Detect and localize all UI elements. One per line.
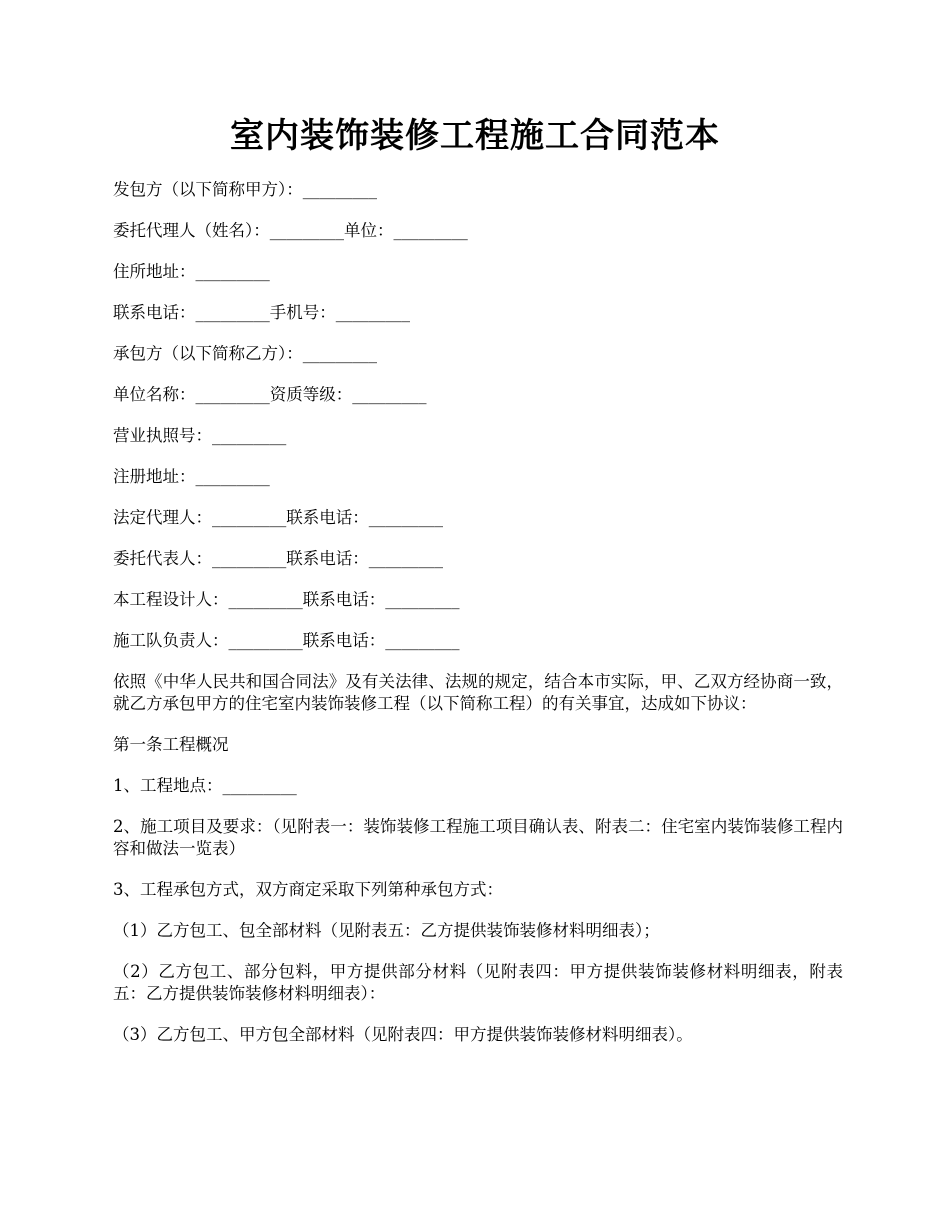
field-business-license: 营业执照号：_________: [113, 426, 287, 445]
page-title: 室内装饰装修工程施工合同范本: [230, 116, 720, 156]
field-unit-qualification: 单位名称：_________资质等级：_________: [113, 385, 427, 404]
item-project-location: 1、工程地点：_________: [113, 776, 297, 795]
field-team-leader: 施工队负责人：_________联系电话：_________: [113, 631, 460, 650]
option-1-all-materials: （1）乙方包工、包全部材料（见附表五：乙方提供装饰装修材料明细表）；: [113, 921, 660, 940]
option-3-owner-materials: （3）乙方包工、甲方包全部材料（见附表四：甲方提供装饰装修材料明细表）。: [113, 1025, 693, 1044]
field-phone-mobile: 联系电话：_________手机号：_________: [113, 303, 410, 322]
document-body: [113, 179, 843, 1065]
field-contractor-party-a: 发包方（以下简称甲方）：_________: [113, 180, 377, 199]
field-project-designer: 本工程设计人：_________联系电话：_________: [113, 590, 460, 609]
field-registered-address: 注册地址：_________: [113, 467, 270, 486]
item-contract-method: 3、工程承包方式，双方商定采取下列第种承包方式：: [113, 880, 503, 899]
agreement-preamble: 依照《中华人民共和国合同法》及有关法律、法规的规定，结合本市实际，甲、乙双方经协商一致，就乙方承包甲方的住宅室内装饰装修工程（以下简称工程）的有关事宜，达成如下协议：: [113, 672, 843, 713]
option-2-partial-materials: （2）乙方包工、部分包料，甲方提供部分材料（见附表四：甲方提供装饰装修材料明细表，附表五：乙方提供装饰装修材料明细表）：: [113, 962, 843, 1003]
section-heading-project-overview: 第一条工程概况: [113, 735, 229, 754]
field-residence-address: 住所地址：_________: [113, 262, 270, 281]
field-contractor-party-b: 承包方（以下简称乙方）：_________: [113, 344, 377, 363]
field-legal-representative: 法定代理人：_________联系电话：_________: [113, 508, 443, 527]
field-authorized-representative: 委托代表人：_________联系电话：_________: [113, 549, 443, 568]
field-agent-name-unit: 委托代理人（姓名）：_________单位：_________: [113, 221, 468, 240]
item-construction-requirements: 2、施工项目及要求：（见附表一：装饰装修工程施工项目确认表、附表二：住宅室内装饰装修工程内容和做法一览表）: [113, 817, 843, 858]
